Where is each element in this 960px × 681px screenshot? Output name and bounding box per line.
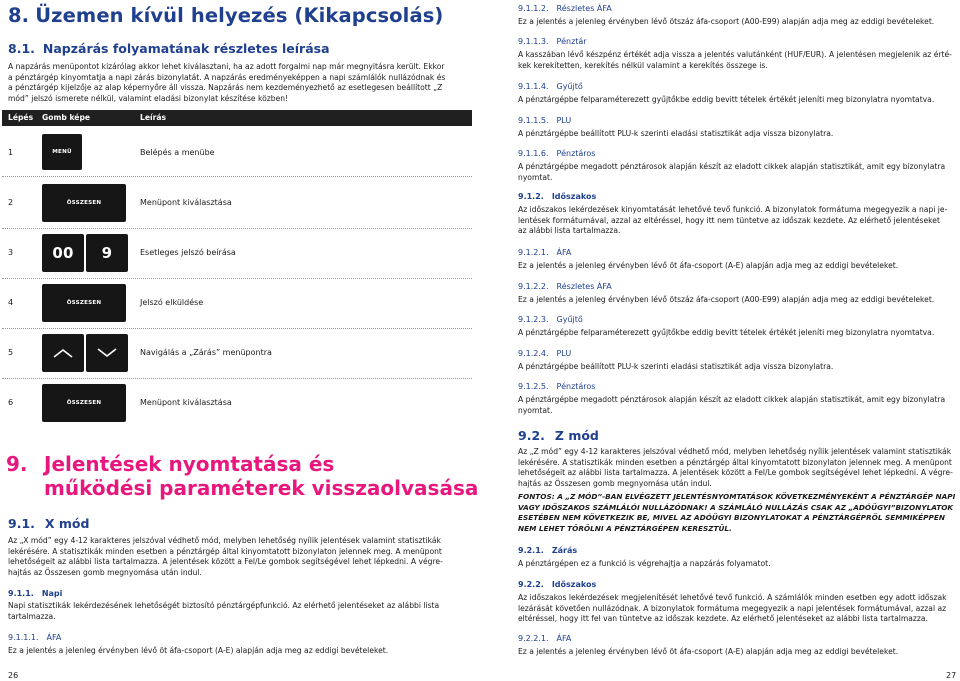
section-9-2-2-1-heading xyxy=(518,634,571,643)
section-title: Gyűjtő xyxy=(556,315,583,324)
key-00 xyxy=(42,234,84,272)
section-9-1-1-heading xyxy=(8,589,62,598)
penztaros-description xyxy=(518,162,956,183)
paragraph-line: lekérésére. A statisztikák minden esetben a pénztárgép által kinyomtatott bizonylaton jelennek meg. A menüpont xyxy=(518,457,952,467)
section-9-1-2-5-heading xyxy=(518,382,595,391)
paragraph-line: lentések formátumával, azzal az eltéréssel, hogy itt nem tüntetve az időszak kezdete. Az elérhető jelentéseket xyxy=(518,215,940,225)
section-title: Részletes ÁFA xyxy=(556,4,612,13)
section-title: ÁFA xyxy=(46,633,62,642)
key-label: ÖSSZESEN xyxy=(66,400,102,406)
key-label: ÖSSZESEN xyxy=(66,200,102,206)
menu-key xyxy=(42,134,82,170)
paragraph-line: A pénztárgépbe beállított PLU-k szerinti eladási statisztikát adja vissza bizonylatra. xyxy=(518,129,834,138)
section-number: 9.1.2. xyxy=(518,192,544,201)
section-number: 9.1.2.4. xyxy=(518,349,549,358)
section-number: 9.1.2.2. xyxy=(518,282,549,291)
table-row-desc: Belépés a menübe xyxy=(140,148,215,157)
section-number: 9.1.1.3. xyxy=(518,37,549,46)
osszesen-key xyxy=(42,184,126,222)
section-title: ÁFA xyxy=(556,634,572,643)
chapter-9-title xyxy=(6,452,479,500)
row-divider xyxy=(2,176,472,177)
paragraph-line: A pénztárgépbe megadott pénztárosok alapján készít az eladott cikkek alapján statisztikát, amit egy bizonylatra xyxy=(518,395,946,404)
section-9-1-1-6-heading xyxy=(518,149,595,158)
section-9-1-2-3-heading xyxy=(518,315,583,324)
section-9-1-heading xyxy=(8,516,89,531)
chapter-number: 8. xyxy=(8,4,30,27)
chevron-up-key xyxy=(42,334,84,372)
z-mode-warning xyxy=(518,492,958,534)
paragraph-line: Az „Z mód” egy 4-12 karakteres jelszóval védhető mód, melyben lehetőség nyílik jelentések valamint statisztikák xyxy=(518,447,952,456)
key-label: ÖSSZESEN xyxy=(66,300,102,306)
table-row-step: 6 xyxy=(8,398,14,407)
plu-description xyxy=(518,129,956,140)
section-9-1-1-1-heading xyxy=(8,633,61,642)
section-title: Z mód xyxy=(554,428,599,443)
section-9-1-1-4-heading xyxy=(518,82,583,91)
section-number: 9.1.1.2. xyxy=(518,4,549,13)
key-9 xyxy=(86,234,128,272)
paragraph-line: az alábbi lista tartalmazza. xyxy=(518,226,621,236)
section-8-1-heading xyxy=(8,41,330,56)
section-number: 9.1.1.1. xyxy=(8,633,39,642)
paragraph-line: A pénztárgépbe beállított PLU-k szerinti eladási statisztikát adja vissza bizonylatra. xyxy=(518,362,834,371)
paragraph-line: A pénztárgépbe felparaméterezett gyűjtőkbe eddig bevitt tételek értékét jeleníti meg bizonylatra nyomtatva. xyxy=(518,328,935,337)
header-button-image: Gomb képe xyxy=(42,113,91,122)
page-number: 27 xyxy=(946,671,957,680)
key-label: 9 xyxy=(101,244,113,262)
intro-line: mód” jelszó ismerete nélkül, valamint eladási bizonylat készítése közben! xyxy=(8,93,289,103)
z-mode-description xyxy=(518,447,956,489)
section-title: Napzárás folyamatának részletes leírása xyxy=(42,41,330,56)
section-number: 9.1.1.5. xyxy=(518,116,549,125)
paragraph-line: hajtás az Összesen gomb megnyomása után indul. xyxy=(8,567,202,577)
intro-line: A napzárás menüpontot kizárólag akkor lehet kiválasztani, ha az adott forgalmi nap már megnyitásra került. Ekkor xyxy=(8,62,445,71)
key-label: 00 xyxy=(52,244,74,262)
row-divider xyxy=(2,228,472,229)
table-row-desc: Jelszó elküldése xyxy=(140,298,204,307)
section-number: 9.2.2.1. xyxy=(518,634,549,643)
section-number: 8.1. xyxy=(8,41,35,56)
section-9-1-2-heading xyxy=(518,192,596,201)
paragraph-line: Az „X mód” egy 4-12 karakteres jelszóval védhető mód, melyben lehetőség nyílik jelentések valamint statisztikák xyxy=(8,536,441,545)
napzaras-intro xyxy=(8,62,478,104)
warning-line: ESETÉBEN NEM KÖVETKEZIK BE, MIVEL AZ ADÓÜGYI BIZONYLATOKAT A PÉNZTÁRGÉPRŐL SEMMIKÉPPEN xyxy=(518,513,945,523)
table-row-desc: Menüpont kiválasztása xyxy=(140,398,232,407)
paragraph-line: nyomtat. xyxy=(518,405,553,415)
paragraph-line: Az időszakos lekérdezések kinyomtatását lehetővé tevő funkció. A bizonylatok formátuma megegyezik a napi je- xyxy=(518,205,948,214)
section-title: Pénztáros xyxy=(556,382,596,391)
section-number: 9.2. xyxy=(518,428,545,443)
section-title: Napi xyxy=(41,589,63,598)
table-row-step: 3 xyxy=(8,248,14,257)
paragraph-line: A pénztárgépen ez a funkció is végrehajtja a napzárás folyamatot. xyxy=(518,559,771,568)
reszletes-afa-description xyxy=(518,17,956,28)
warning-line: FONTOS: A „Z MÓD”-BAN ELVÉGZETT JELENTÉSNYOMTATÁSOK KÖVETKEZMÉNYEKÉNT A PÉNZTÁRGÉP NAPI xyxy=(518,492,956,501)
section-title: ÁFA xyxy=(556,248,572,257)
section-number: 9.1.1.4. xyxy=(518,82,549,91)
zaras-description xyxy=(518,559,956,570)
section-title: X mód xyxy=(44,516,90,531)
paragraph-line: Az időszakos lekérdezések megjelenítését lehetővé tevő funkció. A számlálók minden esetben egy adott időszak xyxy=(518,593,947,602)
paragraph-line: tartalmazza. xyxy=(8,611,56,621)
paragraph-line: Ez a jelentés a jelenleg érvényben lévő öt áfa-csoport (A-E) alapján adja meg az eddigi bevételeket. xyxy=(518,261,899,270)
chapter-8-title xyxy=(8,4,443,27)
section-number: 9.2.2. xyxy=(518,580,544,589)
table-row-desc: Navigálás a „Zárás” menüpontra xyxy=(140,348,272,357)
row-divider xyxy=(2,378,472,379)
afa-description xyxy=(8,646,474,657)
section-title: Pénztár xyxy=(556,37,587,46)
chevron-up-icon xyxy=(52,348,74,358)
section-title: Zárás xyxy=(551,546,578,555)
paragraph-line: lezárását követően nullázódnak. A bizonylatok formátuma megegyezik a napi jelentések formátumával, azzal az xyxy=(518,603,947,613)
section-title: PLU xyxy=(556,349,572,358)
section-number: 9.1.1.6. xyxy=(518,149,549,158)
chapter-title-line: működési paraméterek visszaolvasása xyxy=(44,476,479,500)
osszesen-key xyxy=(42,284,126,322)
gyujto-description xyxy=(518,95,956,106)
table-row-step: 1 xyxy=(8,148,14,157)
intro-line: a pénztárgép kinyomtatja a napi zárás bizonylatát. A napzárás eredményeképpen a napi számlálók nullázódnak és xyxy=(8,72,446,82)
section-number: 9.1. xyxy=(8,516,35,531)
section-9-2-1-heading xyxy=(518,546,577,555)
paragraph-line: kek kerekítetten, kerekítés nélkül valamint a kerekítés összege is. xyxy=(518,60,768,70)
reszletes-afa-description xyxy=(518,295,956,306)
section-number: 9.1.2.3. xyxy=(518,315,549,324)
steps-table-header xyxy=(2,110,472,126)
header-step: Lépés xyxy=(8,113,34,122)
paragraph-line: A kasszában lévő készpénz értékét adja vissza a jelentés valutánként (HUF/EUR). A jelentésen megjelenik az érté- xyxy=(518,50,952,59)
key-label: MENÜ xyxy=(52,149,72,155)
penztar-description xyxy=(518,50,956,71)
paragraph-line: A pénztárgépbe felparaméterezett gyűjtőkbe eddig bevitt tételek értékét jeleníti meg bizonylatra nyomtatva. xyxy=(518,95,935,104)
penztaros-description xyxy=(518,395,956,416)
warning-line: NEM LEHET TÖRÖLNI A PÉNZTÁRGÉPEN KERESZTÜL. xyxy=(518,523,732,533)
paragraph-line: A pénztárgépbe megadott pénztárosok alapján készít az eladott cikkek alapján statisztikát, amit egy bizonylatra xyxy=(518,162,946,171)
header-description: Leírás xyxy=(140,113,166,122)
chapter-title: Üzemen kívül helyezés (Kikapcsolás) xyxy=(35,4,444,27)
section-title: Pénztáros xyxy=(556,149,596,158)
table-row-step: 2 xyxy=(8,198,14,207)
table-row-step: 5 xyxy=(8,348,14,357)
paragraph-line: Ez a jelentés a jelenleg érvényben lévő öt áfa-csoport (A-E) alapján adja meg az eddigi bevételeket. xyxy=(518,647,899,656)
section-9-1-1-2-heading xyxy=(518,4,612,13)
section-title: Időszakos xyxy=(551,192,597,201)
paragraph-line: Ez a jelentés a jelenleg érvényben lévő öt áfa-csoport (A-E) alapján adja meg az eddigi bevételeket. xyxy=(8,646,389,655)
paragraph-line: lehetőségeit az alábbi lista tartalmazza. A jelentések között a Fel/Le gombok segítségével lehet lépkedni. A végre- xyxy=(518,468,953,478)
row-divider xyxy=(2,328,472,329)
intro-line: a pénztárgép kijelzője az alap képernyőre áll vissza. Napzárás nem kezdeményezhető az esetlegesen beállított „Z xyxy=(8,83,443,93)
paragraph-line: Napi statisztikák lekérdezésének lehetőségét biztosító pénztárgépfunkció. Az elérhető jelentéseket az alábbi lista xyxy=(8,601,440,610)
section-title: Időszakos xyxy=(551,580,597,589)
chapter-title-line: Jelentések nyomtatása és xyxy=(44,452,335,476)
napi-description xyxy=(8,601,474,622)
paragraph-line: Ez a jelentés a jelenleg érvényben lévő ötszáz áfa-csoport (A00-E99) alapján adja meg az eddigi bevételeket. xyxy=(518,295,935,304)
x-mode-description xyxy=(8,536,474,578)
table-row-step: 4 xyxy=(8,298,14,307)
section-9-1-1-3-heading xyxy=(518,37,587,46)
section-number: 9.1.1. xyxy=(8,589,34,598)
section-9-2-2-heading xyxy=(518,580,596,589)
section-9-1-2-1-heading xyxy=(518,248,571,257)
warning-line: VAGY IDŐSZAKOS SZÁMLÁLÓI NULLÁZÓDNAK! A SZÁMLÁLÓ NULLÁZÁS CSAK AZ „ADÓÜGYI”BIZONYLATOK xyxy=(518,502,954,512)
table-row-desc: Menüpont kiválasztása xyxy=(140,198,232,207)
chevron-down-icon xyxy=(96,348,118,358)
paragraph-line: Ez a jelentés a jelenleg érvényben lévő ötszáz áfa-csoport (A00-E99) alapján adja meg az eddigi bevételeket. xyxy=(518,17,935,26)
osszesen-key xyxy=(42,384,126,422)
section-title: PLU xyxy=(556,116,572,125)
section-number: 9.2.1. xyxy=(518,546,544,555)
afa-description xyxy=(518,261,956,272)
idoszakos-description xyxy=(518,205,956,237)
page-number: 26 xyxy=(8,671,19,680)
section-9-1-2-4-heading xyxy=(518,349,571,358)
chevron-down-key xyxy=(86,334,128,372)
table-row-desc: Esetleges jelszó beírása xyxy=(140,248,236,257)
afa-description xyxy=(518,647,956,658)
section-9-2-heading xyxy=(518,428,599,443)
row-divider xyxy=(2,278,472,279)
section-9-1-2-2-heading xyxy=(518,282,612,291)
paragraph-line: eltéréssel, hogy itt fel van tüntetve az időszak kezdete. Az elérhető jelentéseket az alábbi lista tartalmazza. xyxy=(518,614,928,624)
paragraph-line: lekérésére. A statisztikák minden esetben a pénztárgép által kinyomtatott bizonylaton jelennek meg. A menüpont xyxy=(8,546,442,556)
chapter-number: 9. xyxy=(6,452,28,476)
paragraph-line: hajtás az Összesen gomb megnyomása után indul. xyxy=(518,478,712,488)
paragraph-line: lehetőségeit az alábbi lista tartalmazza. A jelentések között a Fel/Le gombok segítségével lehet lépkedni. A végre- xyxy=(8,557,443,567)
paragraph-line: nyomtat. xyxy=(518,172,553,182)
plu-description xyxy=(518,362,956,373)
section-number: 9.1.2.5. xyxy=(518,382,549,391)
section-number: 9.1.2.1. xyxy=(518,248,549,257)
section-title: Részletes ÁFA xyxy=(556,282,612,291)
idoszakos-z-description xyxy=(518,593,956,625)
gyujto-description xyxy=(518,328,956,339)
section-9-1-1-5-heading xyxy=(518,116,571,125)
right-page xyxy=(480,0,960,681)
section-title: Gyűjtő xyxy=(556,82,583,91)
